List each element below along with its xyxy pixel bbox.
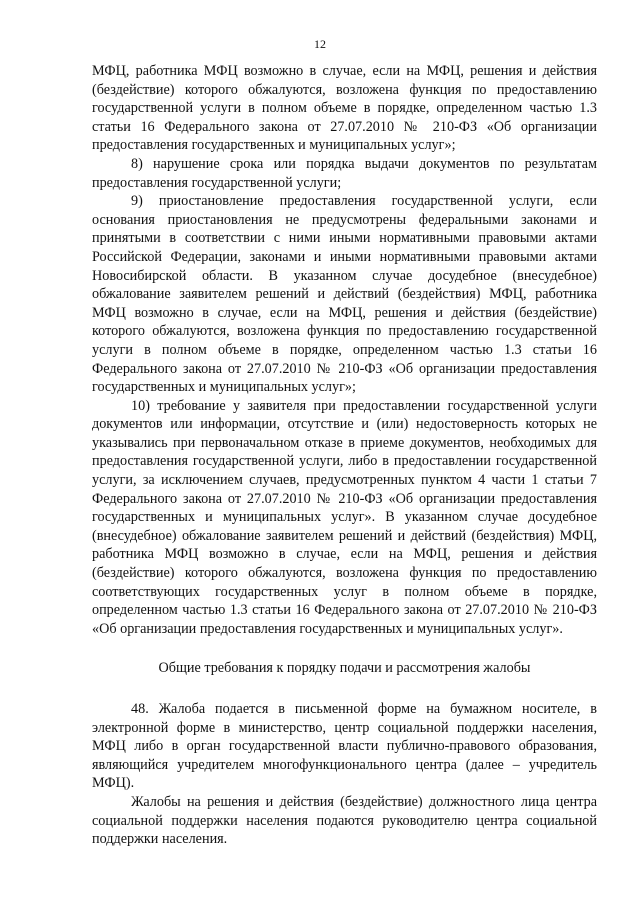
paragraph-complaints-csp: Жалобы на решения и действия (бездействие) должностного лица центра социальной поддержки населения подаются руководителю центра социальной поддержки населения. — [92, 793, 597, 848]
paragraph-item-9: 9) приостановление предоставления государственной услуги, если основания приостановления не предусмотрены федеральными законами и принятыми в соответствии с ними иными нормативными правовыми актами Российской Федерации, законами и иными нормативными правовыми актами Новосибирской области. В указанном случае досудебное (внесудебное) обжалование заявителем решений и действий (бездействия) МФЦ, работника МФЦ возможно в случае, если на МФЦ, решения и действия (бездействие) которого обжалуются, возложена функция по предоставлению государственной услуги в полном объеме в порядке, определенном частью 1.3 статьи 16 Федерального закона от 27.07.2010 № 210-ФЗ «Об организации предоставления государственных и муниципальных услуг»; — [92, 193, 597, 396]
page-body — [92, 62, 597, 849]
paragraph-item-10: 10) требование у заявителя при предоставлении государственной услуги документов или информации, отсутствие и (или) недостоверность которых не указывались при первоначальном отказе в приеме документов, необходимых для предоставления государственной услуги, либо в предоставлении государственной услуги, за исключением случаев, предусмотренных пунктом 4 части 1 статьи 7 Федерального закона от 27.07.2010 № 210-ФЗ «Об организации предоставления государственных и муниципальных услуг». В указанном случае досудебное (внесудебное) обжалование заявителем решений и действий (бездействия) МФЦ, работника МФЦ возможно в случае, если на МФЦ, решения и действия (бездействие) которого обжалуются, возложена функция по предоставлению соответствующих государственных услуг в полном объеме в порядке, определенном частью 1.3 статьи 16 Федерального закона от 27.07.2010 № 210-ФЗ «Об организации предоставления государственных и муниципальных услуг». — [92, 397, 597, 637]
paragraph-item-8: 8) нарушение срока или порядка выдачи документов по результатам предоставления государственной услуги; — [92, 155, 597, 191]
paragraph-48: 48. Жалоба подается в письменной форме на бумажном носителе, в электронной форме в министерство, центр социальной поддержки населения, МФЦ либо в орган государственной власти публично-правового образования, являющийся учредителем многофункционального центра (далее – учредитель МФЦ). — [92, 701, 597, 792]
section-heading: Общие требования к порядку подачи и рассмотрения жалобы — [158, 660, 531, 677]
paragraph-continuation: МФЦ, работника МФЦ возможно в случае, если на МФЦ, решения и действия (бездействие) которого обжалуются, возложена функция по предоставлению государственной услуги в полном объеме в порядке, определенном частью 1.3 статьи 16 Федерального закона от 27.07.2010 № 210-ФЗ «Об организации предоставления государственных и муниципальных услуг»; — [92, 63, 597, 154]
page-number: 12 — [314, 37, 326, 51]
